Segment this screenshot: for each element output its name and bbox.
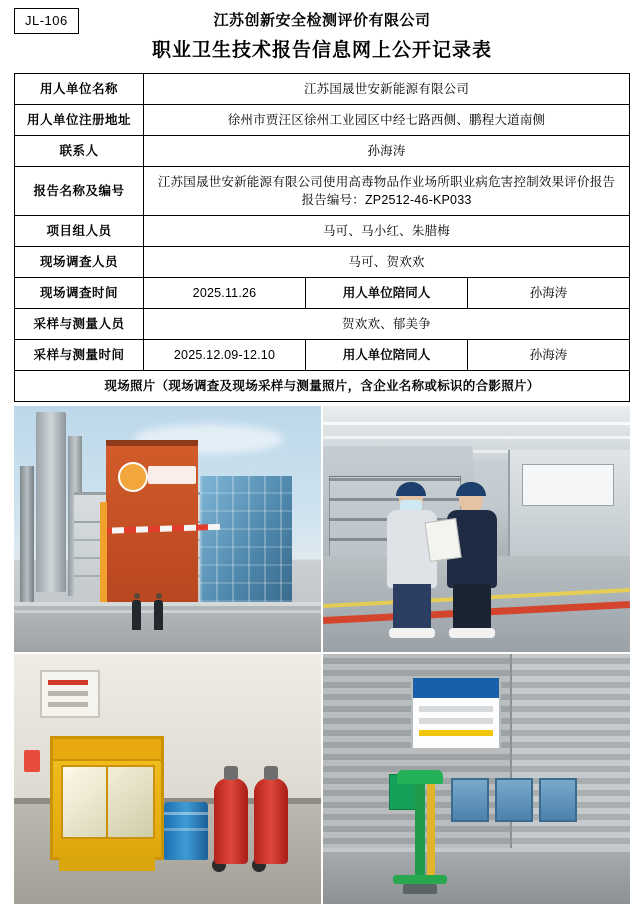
table-row (15, 309, 630, 340)
row-label-employer-name: 用人单位名称 (15, 74, 144, 105)
row-value-project-team: 马可、马小红、朱腊梅 (144, 216, 630, 247)
table-row (15, 74, 630, 105)
cabinet-glass-door (61, 765, 155, 839)
row-label-report-name-code: 报告名称及编号 (15, 167, 144, 216)
chimney-stack (36, 412, 66, 592)
emergency-supplies-cabinet (50, 736, 164, 860)
person-figure (154, 600, 163, 630)
row-label-sampling-date: 采样与测量时间 (15, 340, 144, 371)
row-label-survey-escort: 用人单位陪同人 (306, 278, 468, 309)
workshop-inspection-photo (323, 406, 630, 652)
table-row (15, 167, 630, 216)
sign-title-band (413, 678, 499, 698)
floor-edge-line (323, 848, 630, 852)
ground-area (14, 602, 321, 652)
row-label-sampling-escort: 用人单位陪同人 (306, 340, 468, 371)
photo-grid (14, 406, 630, 904)
electrical-control-box (451, 778, 489, 822)
legs-shape (453, 584, 491, 632)
legs-shape (393, 584, 431, 632)
fire-extinguisher (214, 778, 248, 864)
row-value-site-survey-date: 2025.11.26 (144, 278, 306, 309)
hazard-notice-sign (411, 676, 501, 750)
notice-board (40, 670, 100, 718)
cabinet-label-band (53, 739, 161, 761)
row-label-sampling-staff: 采样与测量人员 (15, 309, 144, 340)
clipboard-icon (424, 518, 461, 562)
report-code-text: 报告编号：ZP2512-46-KP033 (301, 193, 472, 207)
person-figure (132, 600, 141, 630)
factory-exterior-photo (14, 406, 321, 652)
row-value-contact-person: 孙海涛 (144, 136, 630, 167)
cabinet-base (59, 857, 155, 871)
row-label-contact-person: 联系人 (15, 136, 144, 167)
eyewash-station-pedal (393, 875, 447, 884)
eyewash-station-base (403, 884, 437, 894)
company-logo-text (148, 466, 196, 484)
table-row (15, 247, 630, 278)
row-value-sampling-staff: 贺欢欢、郁美争 (144, 309, 630, 340)
row-value-sampling-escort: 孙海涛 (468, 340, 630, 371)
row-value-site-survey-staff: 马可、贺欢欢 (144, 247, 630, 278)
row-value-report-name-code (144, 167, 630, 216)
glass-curtain-wall (200, 476, 292, 602)
chemical-barrel (164, 802, 208, 860)
table-row (15, 105, 630, 136)
table-row (15, 371, 630, 402)
wall-outlet-icon (24, 750, 40, 772)
page-title: 职业卫生技术报告信息网上公开记录表 (151, 40, 492, 61)
row-label-site-survey-staff: 现场调查人员 (15, 247, 144, 278)
table-row (15, 340, 630, 371)
electrical-control-box (539, 778, 577, 822)
sign-text-line (419, 706, 493, 712)
row-label-employer-address: 用人单位注册地址 (15, 105, 144, 136)
cap-shape (456, 482, 486, 496)
row-value-employer-name: 江苏国晟世安新能源有限公司 (144, 74, 630, 105)
emergency-cabinet-photo (14, 654, 321, 904)
issuing-company-name: 江苏创新安全检测评价有限公司 (213, 12, 431, 29)
shoes-shape (449, 628, 495, 638)
kerb-line (14, 602, 321, 606)
row-value-sampling-date: 2025.12.09-12.10 (144, 340, 306, 371)
row-value-survey-escort: 孙海涛 (468, 278, 630, 309)
pipe-shape (20, 466, 34, 616)
eyewash-station-basin (397, 770, 443, 784)
record-table (14, 73, 630, 402)
row-value-employer-address: 徐州市贾汪区徐州工业园区中经七路西侧、鹏程大道南侧 (144, 105, 630, 136)
fire-extinguisher (254, 778, 288, 864)
electrical-control-box (495, 778, 533, 822)
eyewash-station-photo (323, 654, 630, 904)
floor-area (323, 848, 630, 904)
eyewash-station-post (415, 770, 425, 878)
gate-barrier-pole (100, 502, 107, 608)
shoes-shape (389, 628, 435, 638)
person-figure (443, 486, 501, 636)
table-row (15, 136, 630, 167)
row-label-site-survey-date: 现场调查时间 (15, 278, 144, 309)
photos-section-header: 现场照片（现场调查及现场采样与测量照片，含企业名称或标识的合影照片） (15, 371, 630, 402)
company-logo-icon (118, 462, 148, 492)
sign-warning-line (419, 730, 493, 736)
row-label-project-team: 项目组人员 (15, 216, 144, 247)
sign-text-line (419, 718, 493, 724)
document-code-badge: JL-106 (14, 8, 79, 34)
supply-pipe (427, 782, 435, 878)
document-header (14, 8, 630, 67)
report-name-text: 江苏国晟世安新能源有限公司使用高毒物品作业场所职业病危害控制效果评价报告 (157, 175, 616, 189)
table-row (15, 216, 630, 247)
table-row (15, 278, 630, 309)
